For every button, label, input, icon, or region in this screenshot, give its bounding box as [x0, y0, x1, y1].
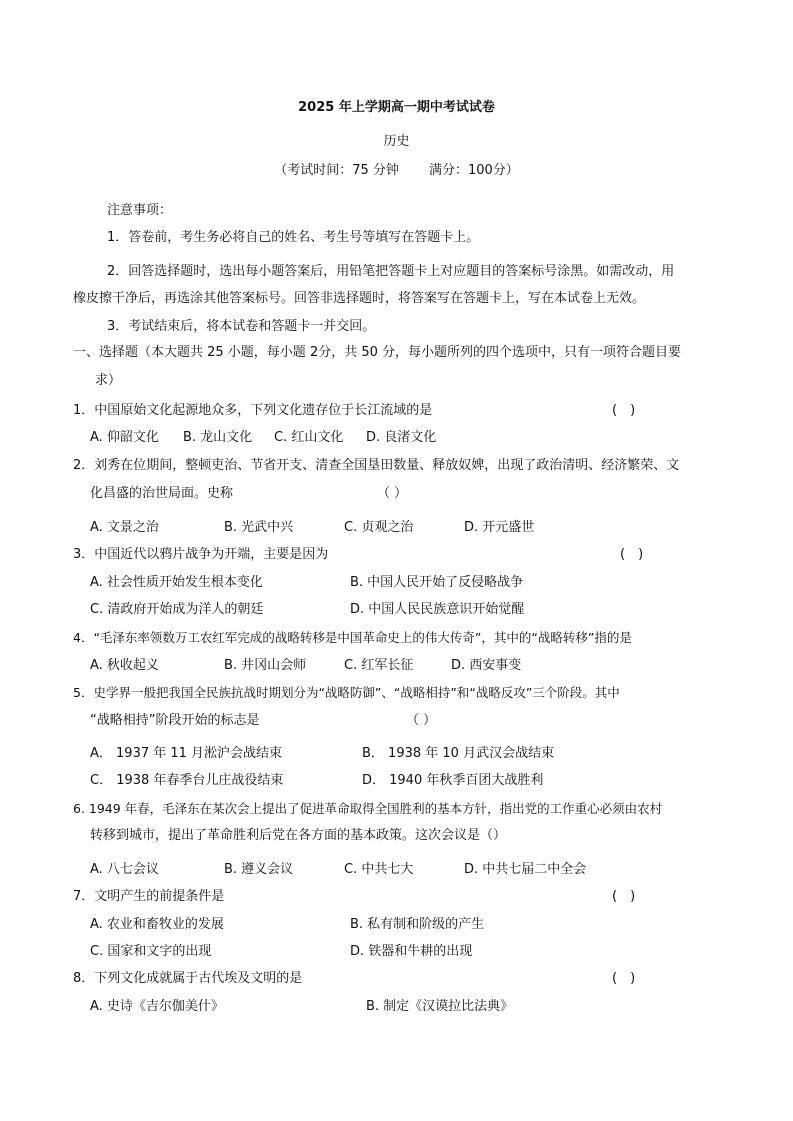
question-1-option-d: D. 良渚文化	[366, 430, 437, 445]
question-1-option-a: A. 仰韶文化	[90, 430, 159, 445]
question-2-option-d: D. 开元盛世	[464, 520, 535, 535]
question-2-option-a: A. 文景之治	[90, 520, 159, 535]
exam-info: （考试时间：75 分钟 满分：100分）	[274, 163, 519, 178]
question-4-option-b: B. 井冈山会师	[224, 658, 307, 673]
question-4-option-c: C. 红军长征	[344, 658, 414, 673]
question-3-option-a: A. 社会性质开始发生根本变化	[90, 575, 263, 590]
question-1-option-b: B. 龙山文化	[183, 430, 253, 445]
question-6-option-d: D. 中共七届二中全会	[464, 862, 587, 877]
question-5-option-d: D． 1940 年秋季百团大战胜利	[362, 773, 544, 788]
question-5-stem-line-2: “战略相持”阶段开始的标志是	[90, 713, 260, 728]
question-2-option-c: C. 贞观之治	[344, 520, 414, 535]
question-4-option-d: D. 西安事变	[451, 658, 522, 673]
note-2-line-2: 橡皮擦干净后，再选涂其他答案标号。回答非选择题时，将答案写在答题卡上，写在本试卷上无效。	[73, 291, 646, 306]
question-3-option-c: C. 清政府开始成为洋人的朝廷	[90, 602, 264, 617]
question-4-option-a: A. 秋收起义	[90, 658, 159, 673]
section-1-title-line-1: 一、选择题（本大题共 25 小题，每小题 2分，共 50 分，每小题所列的四个选项中，只有一项符合题目要	[73, 345, 682, 360]
note-1: 1．答卷前，考生务必将自己的姓名、考生号等填写在答题卡上。	[107, 230, 480, 245]
question-6-option-b: B. 遵义会议	[224, 862, 294, 877]
note-2-line-1: 2．回答选择题时，选出每小题答案后，用铅笔把答题卡上对应题目的答案标号涂黑。如需改动，用	[107, 264, 675, 279]
question-6-option-a: A. 八七会议	[90, 862, 159, 877]
question-1-stem: 1．中国原始文化起源地众多，下列文化遗存位于长江流域的是	[73, 403, 433, 418]
question-7-option-c: C. 国家和文字的出现	[90, 944, 212, 959]
question-5-answer-blank: （ ）	[406, 713, 437, 728]
question-4-stem: 4．“毛泽东率领数万工农红军完成的战略转移是中国革命史上的伟大传奇”，其中的“战略转移”指的是	[73, 630, 632, 645]
question-2-stem-line-2: 化昌盛的治世局面。史称	[90, 486, 234, 501]
section-1-title-line-2: 求）	[95, 373, 122, 388]
question-7-option-d: D. 铁器和牛耕的出现	[350, 944, 473, 959]
question-2-answer-blank: （ ）	[377, 486, 408, 501]
question-8-option-b: B. 制定《汉谟拉比法典》	[366, 999, 514, 1014]
question-5-option-a: A． 1937 年 11 月淞沪会战结束	[90, 746, 283, 761]
question-5-option-b: B． 1938 年 10 月武汉会战结束	[362, 746, 555, 761]
question-1-option-c: C. 红山文化	[274, 430, 344, 445]
note-3: 3．考试结束后，将本试卷和答题卡一并交回。	[107, 319, 376, 334]
question-6-stem-line-1: 6. 1949 年春，毛泽东在某次会上提出了促进革命取得全国胜利的基本方针，指出党的工作重心必须由农村	[73, 801, 663, 816]
question-3-answer-blank: ( )	[620, 547, 644, 562]
question-2-stem-line-1: 2．刘秀在位期间，整顿吏治、节省开支、清查全国垦田数量、释放奴婢，出现了政治清明、经济繁荣、文	[73, 458, 680, 473]
exam-title: 2025 年上学期高一期中考试试卷	[298, 100, 495, 115]
question-8-answer-blank: ( )	[612, 971, 636, 986]
question-6-stem-line-2: 转移到城市，提出了革命胜利后党在各方面的基本政策。这次会议是（）	[90, 828, 507, 843]
question-8-option-a: A. 史诗《吉尔伽美什》	[90, 999, 224, 1014]
question-7-stem: 7．文明产生的前提条件是	[73, 889, 225, 904]
question-7-answer-blank: ( )	[612, 889, 636, 904]
question-1-answer-blank: ( )	[612, 403, 636, 418]
question-6-option-c: C. 中共七大	[344, 862, 414, 877]
question-3-stem: 3．中国近代以鸦片战争为开端，主要是因为	[73, 547, 329, 562]
question-7-option-a: A. 农业和畜牧业的发展	[90, 917, 224, 932]
question-5-option-c: C． 1938 年春季台儿庄战役结束	[90, 773, 284, 788]
notes-heading: 注意事项：	[107, 203, 173, 218]
question-8-stem: 8．下列文化成就属于古代埃及文明的是	[73, 971, 303, 986]
question-2-option-b: B. 光武中兴	[224, 520, 294, 535]
question-7-option-b: B. 私有制和阶级的产生	[350, 917, 485, 932]
question-3-option-d: D. 中国人民民族意识开始觉醒	[350, 602, 525, 617]
question-5-stem-line-1: 5．史学界一般把我国全民族抗战时期划分为“战略防御”、“战略相持”和“战略反攻”三个阶段。其中	[73, 685, 620, 700]
question-3-option-b: B. 中国人民开始了反侵略战争	[350, 575, 524, 590]
subject-title: 历史	[383, 134, 410, 149]
